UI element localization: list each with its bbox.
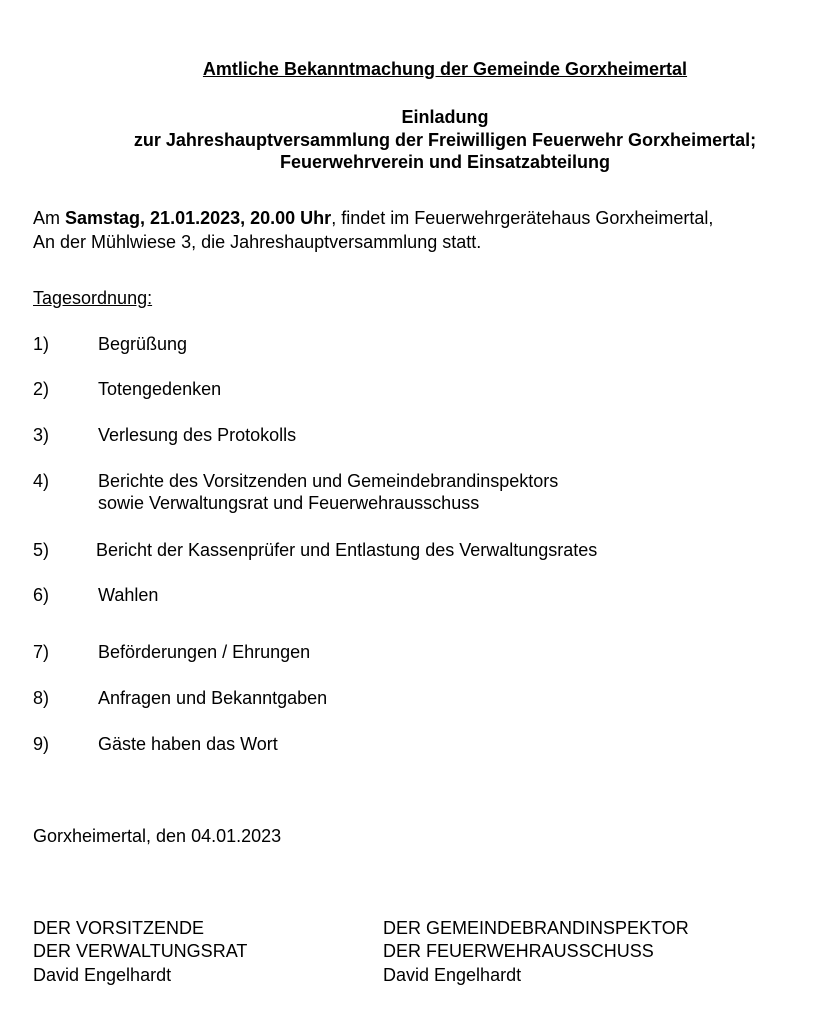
agenda-item-number: 3) [33, 425, 50, 445]
agenda-item-number: 5) [33, 540, 50, 560]
agenda-item-text: Anfragen und Bekanntgaben [98, 688, 328, 708]
signature-left-title2: DER VERWALTUNGSRAT [33, 941, 248, 961]
invitation-heading: Einladung [401, 107, 489, 127]
intro-date-time: Samstag, 21.01.2023, 20.00 Uhr [65, 208, 332, 228]
intro-line1 [33, 207, 713, 229]
invitation-subtitle-line1: zur Jahreshauptversammlung der Freiwilligen Feuerwehr Gorxheimertal; [133, 130, 757, 150]
signature-right-name: David Engelhardt [383, 965, 522, 985]
agenda-item-text: Totengedenken [98, 379, 222, 399]
signature-left-title1: DER VORSITZENDE [33, 918, 205, 938]
agenda-item-text: Beförderungen / Ehrungen [98, 642, 311, 662]
agenda-item-number: 7) [33, 642, 50, 662]
agenda-item-number: 1) [33, 334, 50, 354]
agenda-item-text: Bericht der Kassenprüfer und Entlastung des Verwaltungsrates [96, 540, 598, 560]
agenda-item-text-continued: sowie Verwaltungsrat und Feuerwehrausschuss [98, 493, 480, 513]
intro-prefix: Am [33, 208, 66, 228]
agenda-item-text: Wahlen [98, 585, 159, 605]
signature-left-name: David Engelhardt [33, 965, 172, 985]
notice-title: Amtliche Bekanntmachung der Gemeinde Gorxheimertal [202, 59, 688, 79]
agenda-item-text: Berichte des Vorsitzenden und Gemeindebrandinspektors [98, 471, 559, 491]
agenda-item-text: Begrüßung [98, 334, 188, 354]
agenda-item-number: 4) [33, 471, 50, 491]
agenda-item-text: Gäste haben das Wort [98, 734, 278, 754]
agenda-item-number: 8) [33, 688, 50, 708]
intro-line2: An der Mühlwiese 3, die Jahreshauptversammlung statt. [33, 232, 482, 252]
signature-right-title2: DER FEUERWEHRAUSSCHUSS [383, 941, 654, 961]
intro-suffix: , findet im Feuerwehrgerätehaus Gorxheimertal, [331, 208, 714, 228]
signature-right-title1: DER GEMEINDEBRANDINSPEKTOR [383, 918, 689, 938]
agenda-item-text: Verlesung des Protokolls [98, 425, 297, 445]
place-date: Gorxheimertal, den 04.01.2023 [33, 826, 282, 846]
agenda-item-number: 9) [33, 734, 50, 754]
invitation-subtitle-line2: Feuerwehrverein und Einsatzabteilung [279, 152, 611, 172]
agenda-item-number: 2) [33, 379, 50, 399]
agenda-item-number: 6) [33, 585, 50, 605]
agenda-heading: Tagesordnung: [33, 288, 153, 308]
